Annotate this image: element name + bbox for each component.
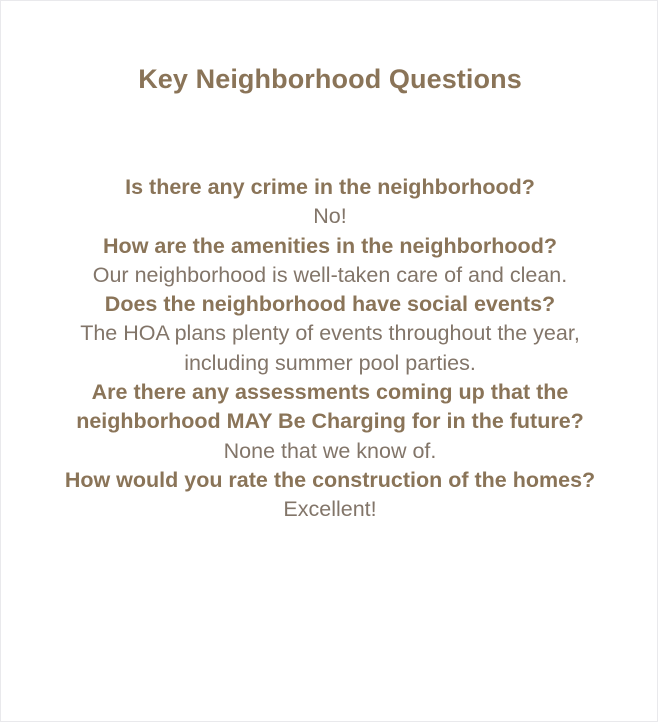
questions-list — [1, 173, 658, 525]
page-title: Key Neighborhood Questions — [138, 64, 522, 94]
answer-assessments: None that we know of. — [223, 438, 437, 463]
question-assessments-line-1: Are there any assessments coming up that the — [91, 380, 569, 405]
answer-social-events-line-2: including summer pool parties. — [184, 350, 476, 375]
question-crime: Is there any crime in the neighborhood? — [125, 175, 535, 199]
question-assessments-line-2: neighborhood MAY Be Charging for in the future? — [76, 409, 584, 434]
question-amenities: How are the amenities in the neighborhood? — [103, 233, 557, 258]
answer-amenities: Our neighborhood is well-taken care of and clean. — [92, 262, 568, 287]
answer-crime: No! — [313, 204, 347, 229]
question-social-events: Does the neighborhood have social events? — [104, 292, 556, 317]
question-construction: How would you rate the construction of the homes? — [64, 467, 596, 492]
answer-social-events-line-1: The HOA plans plenty of events throughout the year, — [80, 321, 580, 346]
answer-construction: Excellent! — [283, 497, 377, 522]
